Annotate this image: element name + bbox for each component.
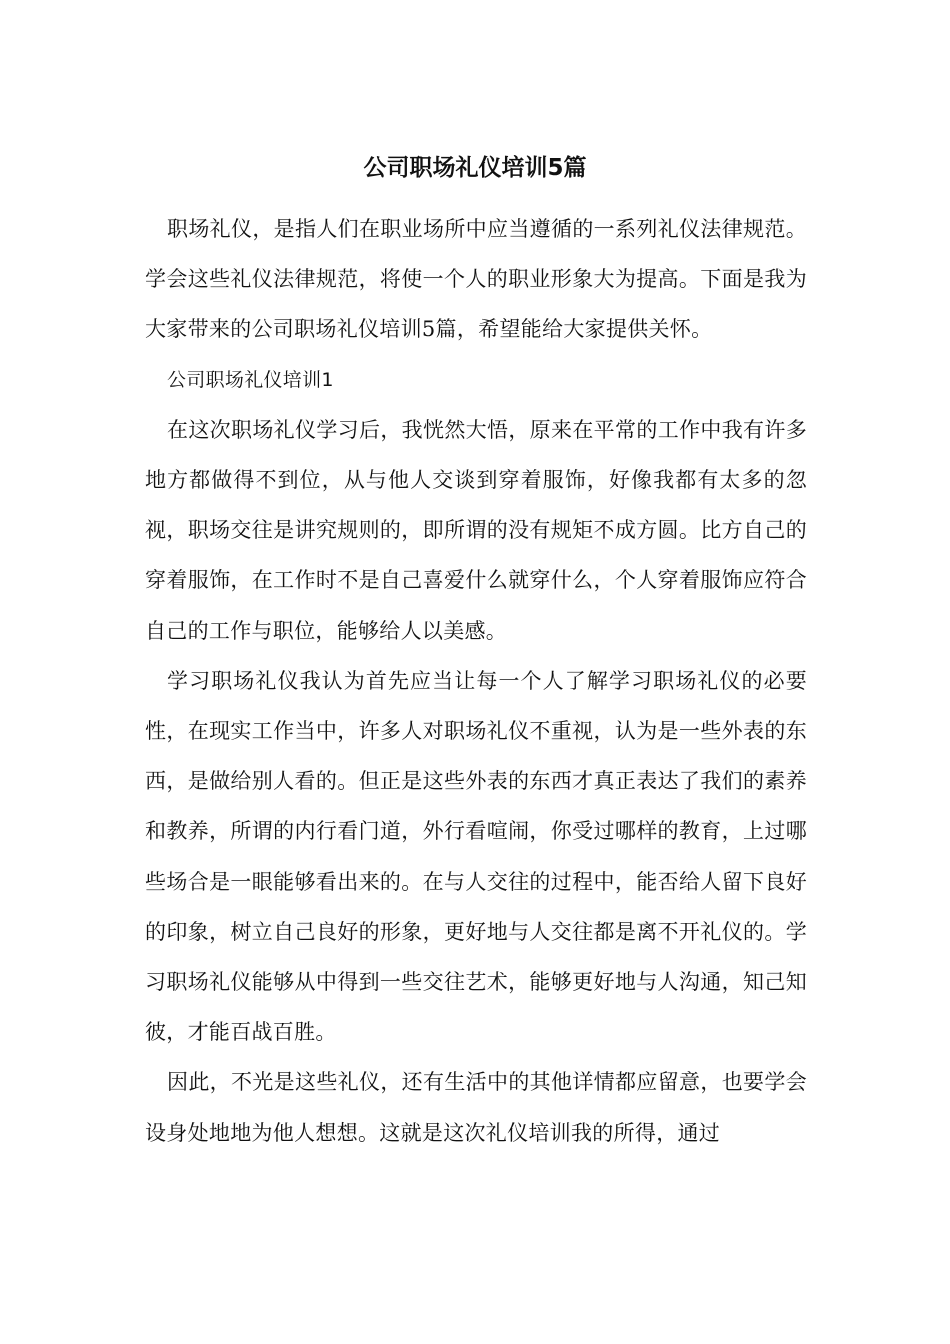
document-body xyxy=(145,204,807,1158)
document-title: 公司职场礼仪培训5篇 xyxy=(363,155,587,181)
body-paragraph: 学习职场礼仪我认为首先应当让每一个人了解学习职场礼仪的必要性，在现实工作当中，许多人对职场礼仪不重视，认为是一些外表的东西，是做给别人看的。但正是这些外表的东西才真正表达了我们的素养和教养，所谓的内行看门道，外行看喧闹，你受过哪样的教育，上过哪些场合是一眼能够看出来的。在与人交往的过程中，能否给人留下良好的印象，树立自己良好的形象，更好地与人交往都是离不开礼仪的。学习职场礼仪能够从中得到一些交往艺术，能够更好地与人沟通，知己知彼，才能百战百胜。 xyxy=(145,668,807,1045)
section-heading: 公司职场礼仪培训1 xyxy=(167,368,334,391)
body-paragraph: 因此，不光是这些礼仪，还有生活中的其他详情都应留意，也要学会设身处地地为他人想想。这就是这次礼仪培训我的所得，通过 xyxy=(145,1070,807,1145)
body-paragraph: 在这次职场礼仪学习后，我恍然大悟，原来在平常的工作中我有许多地方都做得不到位，从与他人交谈到穿着服饰，好像我都有太多的忽视，职场交往是讲究规则的，即所谓的没有规矩不成方圆。比方自己的穿着服饰，在工作时不是自己喜爱什么就穿什么，个人穿着服饰应符合自己的工作与职位，能够给人以美感。 xyxy=(145,417,807,643)
intro-paragraph: 职场礼仪，是指人们在职业场所中应当遵循的一系列礼仪法律规范。学会这些礼仪法律规范，将使一个人的职业形象大为提高。下面是我为大家带来的公司职场礼仪培训5篇，希望能给大家提供关怀。 xyxy=(145,217,807,342)
